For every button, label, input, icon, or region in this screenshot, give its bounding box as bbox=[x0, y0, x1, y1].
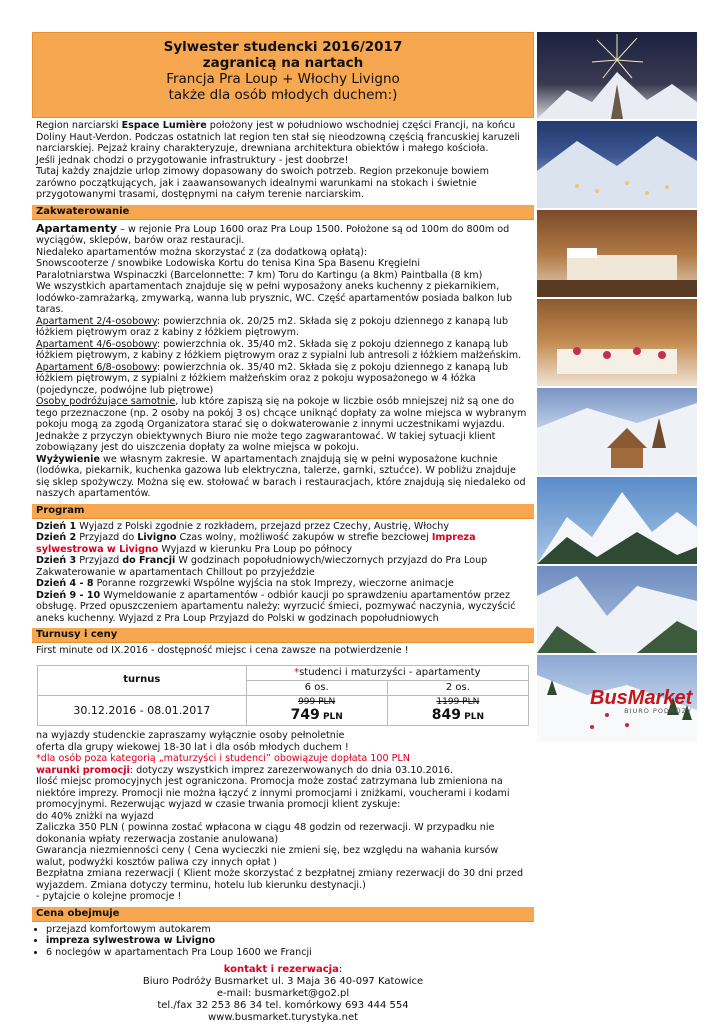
contact-email[interactable]: e-mail: busmarket@go2.pl bbox=[216, 988, 350, 1000]
intro-summary: Tutaj każdy znajdzie urlop zimowy dopasowany do swoich potrzeb. Region przekonuje bowiem zarówno początkujących, jak i zaawansowanych idealnymi warunkami na stokach i świetnie przygotowanymi trasami, dostępnymi na całym terenie narciarskim. bbox=[36, 166, 489, 200]
day-label: Dzień 4 - 8 bbox=[36, 578, 94, 589]
livigno-label: Livigno bbox=[137, 532, 177, 543]
price-value: 849 bbox=[431, 707, 461, 724]
busmarket-logo bbox=[590, 686, 700, 716]
section-heading-price-includes: Cena obejmuje bbox=[32, 907, 534, 922]
price-6-cell bbox=[246, 695, 387, 726]
price-currency: PLN bbox=[319, 712, 343, 723]
intro-section bbox=[32, 118, 534, 203]
old-price-6: 999 PLN bbox=[298, 696, 336, 707]
price-includes-list bbox=[32, 924, 534, 959]
day-label: Dzień 3 bbox=[36, 555, 77, 566]
list-item: • przejazd komfortowym autokarem bbox=[46, 924, 534, 936]
contact-address: Biuro Podróży Busmarket ul. 3 Maja 36 40-097 Katowice bbox=[142, 976, 424, 988]
promo-label: warunki promocji bbox=[36, 764, 130, 776]
apartments-label: Apartamenty bbox=[36, 221, 118, 235]
fireworks-icon bbox=[537, 32, 697, 119]
intro-text: Region narciarski bbox=[36, 120, 122, 131]
section-heading-program: Program bbox=[32, 504, 534, 519]
col-6-header: 6 os. bbox=[246, 680, 387, 695]
bedroom-photo-2 bbox=[537, 299, 697, 386]
apartment-type-2-4 bbox=[36, 316, 530, 339]
contact-section bbox=[32, 964, 534, 1024]
mountain-icon bbox=[537, 477, 697, 564]
turnus-header: turnus bbox=[38, 665, 247, 695]
apartments-equipment: We wszystkich apartamentach znajduje się w pełni wyposażony aneks kuchenny z piekarnikiem, lodówko-zamrażarką, zmywarką, wanna lub prysznic, WC. Część apartamentów posiada balkon lub taras. bbox=[36, 281, 513, 315]
day-text: Przyjazd bbox=[76, 555, 123, 566]
apartment-label: Apartament 4/6-osobowy bbox=[36, 338, 157, 350]
group-star: * bbox=[294, 666, 300, 678]
bedroom-photo-1 bbox=[537, 210, 697, 297]
day-text: W godzinach popołudniowych/wieczornych przyjazd do Pra Loup Zakwaterowanie w apartamentach Chillout po przyjeździe bbox=[36, 555, 488, 578]
price-currency: PLN bbox=[461, 712, 484, 723]
price-2-cell bbox=[387, 695, 528, 726]
logo-name: BusMarket bbox=[590, 687, 693, 709]
title-line-3: Francja Pra Loup + Włochy Livigno bbox=[166, 71, 400, 87]
price-value: 749 bbox=[290, 707, 320, 724]
contact-label: kontakt i rezerwacja bbox=[223, 964, 339, 976]
bed-icon bbox=[537, 210, 697, 297]
title-line-4: także dla osób młodych duchem:) bbox=[168, 87, 398, 103]
prices-section bbox=[32, 643, 534, 659]
solo-text: , lub które zapiszą się na pokoje w liczbie osób mniejszej niż są one do tego przeznaczone (np. 2 osoby na pokój 3 os) chcące uniknąć dopłaty za wolne miejsca w wybranym pokoju mogą za zgodą Organizatora starać się o dokwaterowanie z innymi uczestnikami wyjazdu. Jednakże z przyczyn obiektywnych Biuro nie może tego zagwarantować. W takiej sytuacji klient zobowiązany jest do uiszczenia dopłaty za wolne miejsca w pokoju. bbox=[36, 396, 527, 453]
promo-conditions bbox=[36, 765, 530, 777]
program-day-2 bbox=[36, 532, 530, 555]
promo-text: : dotyczy wszystkich imprez zarezerwowanych do dnia 03.10.2016. bbox=[129, 764, 454, 776]
logo-subtitle: BIURO PODRÓŻY bbox=[624, 707, 692, 715]
apartment-text: : powierzchnia ok. 35/40 m2. Składa się z pokoju dziennego z kanapą lub łóżkiem piętrowym, z kabiny z łóżkiem piętrowym oraz z sypialni lub antresoli z łóżkiem małżeńskim. bbox=[36, 338, 522, 361]
extras-list-1: Snowscooterze / snowbike Lodowiska Kortu do tenisa Kina Spa Basenu Kręgielni bbox=[36, 258, 421, 269]
village-icon bbox=[537, 121, 697, 208]
prices-notes bbox=[32, 730, 534, 905]
old-price-2: 1199 PLN bbox=[436, 696, 480, 707]
accommodation-section bbox=[32, 220, 534, 502]
offer-document bbox=[32, 32, 534, 1024]
price-table bbox=[37, 665, 529, 727]
col-2-header: 2 os. bbox=[387, 680, 528, 695]
promo-discount: do 40% zniżki na wyjazd bbox=[36, 810, 154, 822]
extras-intro: Niedaleko apartamentów można skorzystać z (za dodatkową opłatą): bbox=[36, 246, 368, 258]
program-section bbox=[32, 519, 534, 627]
apartment-type-6-8 bbox=[36, 362, 530, 397]
note-surcharge: *dla osób poza kategorią „maturzyści i studenci” obowiązuje dopłata 100 PLN bbox=[36, 753, 410, 765]
section-heading-accommodation: Zakwaterowanie bbox=[32, 205, 534, 220]
contact-heading bbox=[32, 964, 534, 976]
bed-icon bbox=[537, 299, 697, 386]
program-day-3 bbox=[36, 555, 530, 578]
apartment-text: : powierzchnia ok. 35/40 m2. Składa się z pokoju dziennego z kanapą lub łóżkiem piętrowym, z sypialni z łóżkiem małżeńskim oraz z pokoju wyposażonego w 4 łóżka (pojedyncze, podwójne lub piętrowe) bbox=[36, 361, 509, 396]
promo-more: - pytajcie o kolejne promocje ! bbox=[36, 891, 182, 903]
title-box bbox=[32, 32, 534, 118]
new-price-6 bbox=[248, 707, 386, 724]
fireworks-photo bbox=[537, 32, 697, 119]
promo-deposit: Zaliczka 350 PLN ( powinna zostać wpłacona w ciągu 48 godzin od rezerwacji. W przypadku nie dokonania wpłaty rezerwacja zostanie anulowana) bbox=[36, 822, 495, 845]
apartments-text: – w rejonie Pra Loup 1600 oraz Pra Loup 1500. Położone są od 100m do 800m od wyciągów, sklepów, barów oraz restauracji. bbox=[36, 223, 510, 246]
group-label: studenci i maturzyści - apartamenty bbox=[299, 666, 481, 678]
extras-list-2: Paralotniarstwa Wspinaczki (Barcelonnette: 7 km) Toru do Kartingu (a 8km) Paintballa (8 km) bbox=[36, 269, 483, 281]
france-label: do Francji bbox=[122, 555, 176, 566]
promo-limits: Ilość miejsc promocyjnych jest ograniczona. Promocja może zostać zatrzymana lub zmieniona na niektóre imprezy. Promocji nie można łączyć z innymi promocjami i zniżkami, voucherami i kodami promocyjnymi. Rezerwując wyjazd w czasie trwania promocji klient zyskuje: bbox=[36, 776, 510, 811]
meals-label: Wyżywienie bbox=[36, 453, 100, 465]
solo-travellers bbox=[36, 396, 530, 454]
meals-text: we własnym zakresie. W apartamentach znajdują się w pełni wyposażone kuchnie (lodówka, piekarnik, kuchenka gazowa lub elektryczna, talerze, garnki, sztućce). W pobliżu znajduje się sklep spożywczy. Można się ew. stołować w barach i restauracjach, które znajdują się niedaleko od naszych apartamentów. bbox=[36, 453, 526, 499]
apartment-text: : powierzchnia ok. 20/25 m2. Składa się z pokoju dziennego z kanapą lub łóżkiem piętrowym oraz z kabiny z łóżkiem piętrowym. bbox=[36, 315, 509, 338]
apartment-type-4-6 bbox=[36, 339, 530, 362]
winter-resort-photo bbox=[537, 388, 697, 475]
program-day-4-8 bbox=[36, 578, 530, 590]
apartment-label: Apartament 2/4-osobowy bbox=[36, 315, 157, 327]
table-row bbox=[38, 695, 529, 726]
group-header bbox=[246, 665, 528, 680]
village-night-photo bbox=[537, 121, 697, 208]
apartments-lead bbox=[36, 222, 530, 247]
table-row bbox=[38, 665, 529, 680]
valley-icon bbox=[537, 566, 697, 653]
apartment-label: Apartament 6/8-osobowy bbox=[36, 361, 157, 373]
note-age-group: oferta dla grupy wiekowej 18-30 lat i dla osób młodych duchem ! bbox=[36, 741, 349, 753]
contact-colon: : bbox=[338, 964, 343, 976]
list-item-bold: impreza sylwestrowa w Livigno bbox=[46, 935, 216, 947]
region-name: Espace Lumière bbox=[121, 120, 207, 131]
day-label: Dzień 1 bbox=[36, 520, 77, 532]
intro-infra: Jeśli jednak chodzi o przygotowanie infrastruktury - jest doobrze! bbox=[36, 154, 349, 166]
title-line-1: Sylwester studencki 2016/2017 bbox=[163, 39, 403, 55]
promo-price-guarantee: Gwarancja niezmienności ceny ( Cena wycieczki nie zmieni się, bez względu na wahania kursów walut, podwyżki kosztów paliwa czy innych opłat ) bbox=[36, 845, 499, 868]
program-day-1 bbox=[36, 521, 530, 533]
contact-phone: tel./fax 32 253 86 34 tel. komórkowy 693 444 554 bbox=[157, 1000, 409, 1012]
day-text: Przyjazd do bbox=[76, 532, 138, 543]
section-heading-turnusy: Turnusy i ceny bbox=[32, 628, 534, 643]
valley-photo bbox=[537, 566, 697, 653]
party-highlight: Impreza sylwestrowa w Livigno bbox=[36, 532, 476, 555]
title-line-2: zagranicą na nartach bbox=[202, 55, 364, 71]
promo-free-change: Bezpłatna zmiana rezerwacji ( Klient może skorzystać z bezpłatnej zmiany rezerwacji do 30 dni przed wyjazdem. Zmiana dotyczy terminu, hotelu lub kierunku destynacji.) bbox=[36, 868, 524, 891]
photo-column bbox=[537, 32, 697, 744]
meals bbox=[36, 454, 530, 500]
first-minute-note: First minute od IX.2016 - dostępność miejsc i cena zawsze na potwierdzenie ! bbox=[36, 645, 409, 656]
list-item bbox=[46, 935, 534, 947]
day-text: Poranne rozgrzewki Wspólne wyjścia na stok Imprezy, wieczorne animacje bbox=[93, 578, 454, 589]
mountains-photo bbox=[537, 477, 697, 564]
chalet-icon bbox=[537, 388, 697, 475]
list-item: • 6 noclegów w apartamentach Pra Loup 1600 we Francji bbox=[46, 947, 534, 959]
day-text: Wymeldowanie z apartamentów - odbiór kaucji po sprawdzeniu apartamentów przez obsługę. Przed opuszczeniem apartamentu należy: wyrzucić śmieci, pozmywać naczynia, wyczyścić aneks kuchenny. Wyjazd z Pra Loup Przyjazd do Polski w godzinach popołudniowych bbox=[36, 589, 516, 624]
intro-text: położony jest w południowo wschodniej części Francji, na końcu Doliny Haut-Verdon. Podczas ostatnich lat region ten stał się nieodzowną częścią francuskiej karuzeli narciarskiej. Pejzaż krainy charakteryzuje, drewniana architektura obiektów i małego kościoła. bbox=[36, 120, 520, 154]
day-label: Dzień 2 bbox=[36, 532, 77, 543]
day-text: Wyjazd z Polski zgodnie z rozkładem, przejazd przez Czechy, Austrię, Włochy bbox=[76, 520, 450, 532]
solo-label: Osoby podróżujące samotnie bbox=[36, 396, 176, 407]
day-label: Dzień 9 - 10 bbox=[36, 589, 101, 601]
program-day-9-10 bbox=[36, 590, 530, 625]
day-text: Wyjazd w kierunku Pra Loup po północy bbox=[158, 543, 352, 555]
contact-website[interactable]: www.busmarket.turystyka.net bbox=[207, 1012, 359, 1024]
turnus-date: 30.12.2016 - 08.01.2017 bbox=[38, 695, 247, 726]
note-adults-only: na wyjazdy studenckie zapraszamy wyłącznie osoby pełnoletnie bbox=[36, 730, 345, 742]
intro-paragraph bbox=[36, 120, 530, 155]
day-text: Czas wolny, możliwość zakupów w strefie bezcłowej bbox=[176, 532, 432, 543]
new-price-2 bbox=[389, 707, 527, 724]
